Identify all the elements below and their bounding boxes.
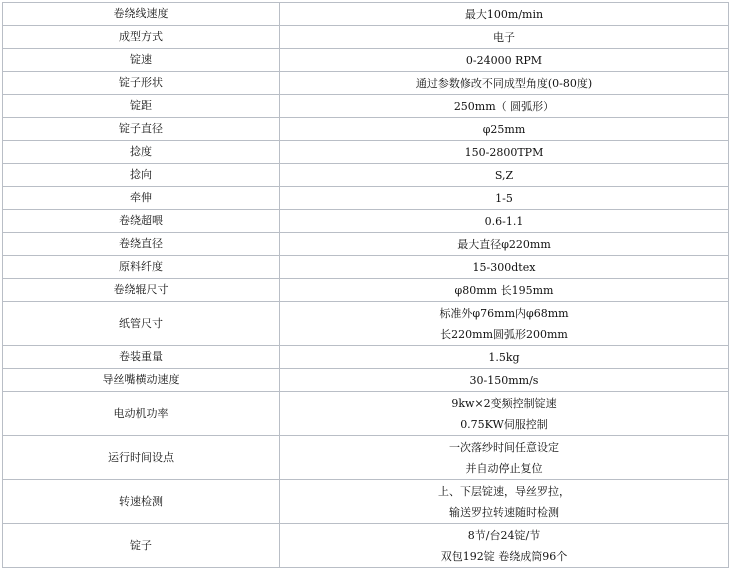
spec-label: 锭子 (3, 524, 280, 568)
spec-label: 锭距 (3, 95, 280, 118)
table-row (3, 279, 729, 302)
spec-value (280, 279, 729, 302)
table-row (3, 369, 729, 392)
spec-value-line: 0-24000 RPM (465, 53, 543, 67)
table-row (3, 436, 729, 480)
spec-label: 原料纤度 (3, 256, 280, 279)
table-row (3, 187, 729, 210)
table-row (3, 524, 729, 568)
spec-value-line: 电子 (493, 30, 515, 44)
spec-value-line: 通过参数修改不同成型角度(0-80度) (415, 76, 593, 90)
spec-label: 转速检测 (3, 480, 280, 524)
spec-value (280, 118, 729, 141)
spec-value-line: 0.6-1.1 (484, 214, 524, 228)
table-row (3, 26, 729, 49)
spec-value-line: 最大直径φ220mm (457, 237, 551, 251)
spec-table (2, 2, 729, 568)
spec-label: 卷绕超喂 (3, 210, 280, 233)
spec-label: 成型方式 (3, 26, 280, 49)
spec-value (280, 256, 729, 279)
spec-value (280, 141, 729, 164)
spec-value (280, 233, 729, 256)
spec-value-line: 250mm（ 圆弧形） (453, 99, 555, 113)
spec-value (280, 369, 729, 392)
table-row (3, 233, 729, 256)
spec-value (280, 480, 729, 524)
spec-value (280, 3, 729, 26)
spec-value (280, 436, 729, 480)
spec-value (280, 392, 729, 436)
spec-value-line: 9kw×2变频控制锭速 (451, 396, 557, 410)
spec-value (280, 26, 729, 49)
spec-label: 锭速 (3, 49, 280, 72)
table-row (3, 346, 729, 369)
spec-value (280, 164, 729, 187)
spec-value (280, 210, 729, 233)
spec-label: 纸管尺寸 (3, 302, 280, 346)
spec-value-line: 上、下层锭速，导丝罗拉， (438, 484, 570, 498)
spec-value-line: 并自动停止复位 (465, 461, 543, 475)
table-row (3, 210, 729, 233)
spec-label: 卷绕辊尺寸 (3, 279, 280, 302)
spec-value-line: 输送罗拉转速随时检测 (449, 505, 559, 519)
table-row (3, 392, 729, 436)
table-row (3, 72, 729, 95)
spec-value (280, 302, 729, 346)
table-row (3, 141, 729, 164)
spec-label: 卷绕直径 (3, 233, 280, 256)
table-row (3, 256, 729, 279)
spec-label: 电动机功率 (3, 392, 280, 436)
spec-value-line: S,Z (494, 168, 514, 182)
spec-label: 捻向 (3, 164, 280, 187)
spec-label: 导丝嘴横动速度 (3, 369, 280, 392)
spec-value (280, 187, 729, 210)
spec-label: 牵伸 (3, 187, 280, 210)
spec-value (280, 524, 729, 568)
spec-value-line: φ25mm (482, 122, 526, 136)
spec-value (280, 72, 729, 95)
spec-value-line: 长220mm圆弧形200mm (440, 327, 568, 341)
spec-label: 锭子形状 (3, 72, 280, 95)
spec-table-body (3, 3, 729, 568)
spec-label: 卷绕线速度 (3, 3, 280, 26)
spec-value-line: 8节/台24锭/节 (467, 528, 541, 542)
spec-value-line: 双包192锭 卷绕成筒96个 (440, 549, 568, 563)
spec-value (280, 95, 729, 118)
spec-value-line: 15-300dtex (472, 260, 536, 274)
table-row (3, 3, 729, 26)
spec-value-line: 30-150mm/s (469, 373, 539, 387)
table-row (3, 164, 729, 187)
spec-value-line: φ80mm 长195mm (454, 283, 554, 297)
spec-label: 锭子直径 (3, 118, 280, 141)
spec-value-line: 1.5kg (488, 350, 520, 364)
table-row (3, 95, 729, 118)
table-row (3, 49, 729, 72)
spec-value-line: 最大100m/min (464, 7, 544, 21)
table-row (3, 480, 729, 524)
spec-value (280, 346, 729, 369)
table-row (3, 302, 729, 346)
spec-value-line: 150-2800TPM (464, 145, 544, 159)
spec-label: 运行时间设点 (3, 436, 280, 480)
spec-label: 卷装重量 (3, 346, 280, 369)
spec-label: 捻度 (3, 141, 280, 164)
table-row (3, 118, 729, 141)
spec-value-line: 一次落纱时间任意设定 (449, 440, 559, 454)
spec-value-line: 1-5 (495, 191, 513, 205)
spec-value (280, 49, 729, 72)
spec-value-line: 0.75KW伺服控制 (460, 417, 548, 431)
spec-value-line: 标准外φ76mm内φ68mm (439, 306, 569, 320)
